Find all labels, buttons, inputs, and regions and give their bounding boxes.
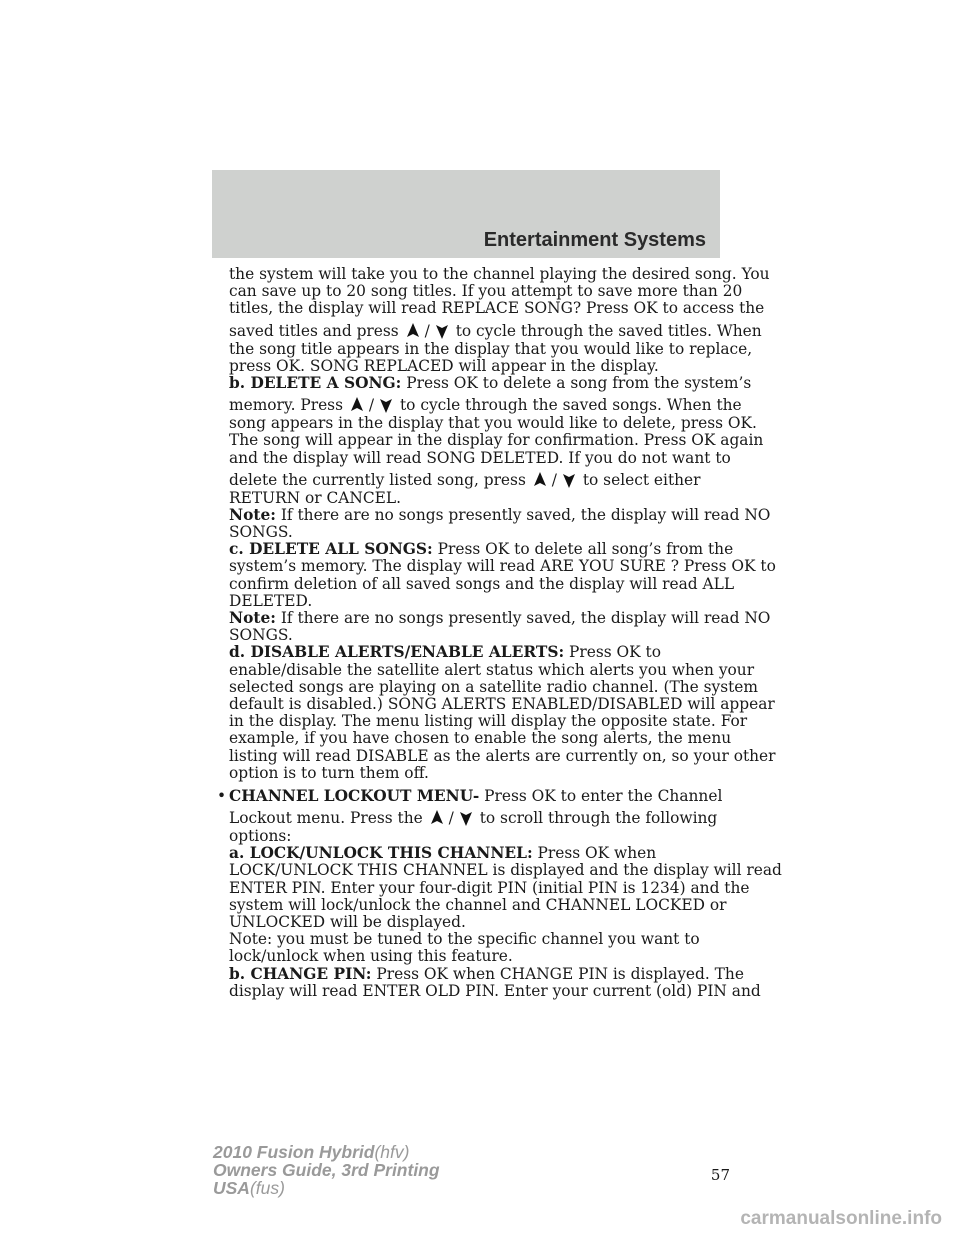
document-footer	[213, 1143, 440, 1197]
page-body	[217, 265, 782, 1000]
text-line	[229, 964, 744, 983]
arrow-down-icon	[562, 472, 576, 488]
slash-separator: /	[424, 321, 430, 340]
text-fragment: Lockout menu. Press the	[229, 809, 423, 828]
text-line	[229, 805, 725, 828]
text-fragment: Press OK to delete a song from the system’s	[401, 373, 752, 392]
note-no-songs	[229, 505, 771, 542]
section-delete-a-song	[229, 373, 764, 507]
text-line	[229, 392, 742, 415]
text-line: in the display. The menu listing will display the opposite state. For	[229, 712, 748, 731]
text-line: UNLOCKED will be displayed.	[229, 913, 466, 931]
section-title: Entertainment Systems	[483, 229, 706, 251]
section-delete-all-songs	[229, 540, 776, 610]
subheading: a. LOCK/UNLOCK THIS CHANNEL:	[229, 844, 533, 863]
text-line: confirm deletion of all saved songs and the display will read ALL	[229, 574, 735, 593]
footer-region-line	[213, 1179, 440, 1197]
footer-model-line	[213, 1143, 440, 1161]
text-line: options:	[229, 827, 292, 846]
arrow-up-icon	[533, 472, 547, 488]
slash-separator: /	[551, 470, 557, 489]
text-line: DELETED.	[229, 591, 313, 610]
text-fragment: Press OK to	[564, 643, 661, 662]
text-line: system’s memory. The display will read ARE YOU SURE ? Press OK to	[229, 557, 776, 576]
text-fragment: to scroll through the following	[479, 809, 718, 828]
text-fragment: If there are no songs presently saved, the display will read NO	[275, 609, 771, 627]
text-line	[229, 467, 725, 490]
subheading: c. DELETE ALL SONGS:	[229, 540, 433, 559]
paragraph-replace-song	[229, 265, 770, 375]
text-line	[229, 845, 725, 862]
text-line: Note: you must be tuned to the specific channel you want to	[229, 930, 700, 949]
arrow-down-icon	[459, 810, 473, 826]
section-lock-unlock-channel	[229, 844, 782, 966]
site-watermark: carmanualsonline.info	[740, 1208, 942, 1229]
section-header-band	[212, 170, 720, 258]
note-no-songs	[229, 609, 771, 645]
text-line: • CHANNEL LOCKOUT MENU- Press OK to enter the Channel	[217, 786, 723, 805]
text-line: titles, the display will read REPLACE SONG? Press OK to access the	[229, 299, 765, 318]
text-line: RETURN or CANCEL.	[229, 488, 402, 507]
arrow-up-icon	[350, 397, 364, 413]
footer-model-code: (hfv)	[374, 1142, 410, 1162]
text-fragment: Press OK to delete all song’s from the	[432, 540, 734, 559]
subheading: d. DISABLE ALERTS/ENABLE ALERTS:	[229, 643, 565, 662]
text-line	[229, 644, 725, 661]
text-line: can save up to 20 song titles. If you attempt to save more than 20	[229, 282, 743, 301]
text-line: the song title appears in the display that you would like to replace,	[229, 339, 753, 358]
text-line: option is to turn them off.	[229, 763, 429, 782]
arrow-down-icon	[435, 323, 449, 339]
subheading: b. CHANGE PIN:	[229, 964, 372, 983]
text-line: The song will appear in the display for confirmation. Press OK again	[229, 431, 764, 450]
arrow-down-icon	[379, 397, 393, 413]
text-line: listing will read DISABLE as the alerts are currently on, so your other	[229, 746, 776, 765]
page-number: 57	[710, 1166, 730, 1184]
text-line: press OK. SONG REPLACED will appear in the display.	[229, 356, 659, 375]
text-line: the system will take you to the channel playing the desired song. You	[229, 265, 770, 283]
text-line	[229, 540, 734, 559]
text-line: song appears in the display that you would like to delete, press OK.	[229, 414, 757, 433]
text-fragment: to cycle through the saved titles. When	[455, 321, 762, 340]
text-line: and the display will read SONG DELETED. If you do not want to	[229, 448, 731, 467]
text-line: default is disabled.) SONG ALERTS ENABLED/DISABLED will appear	[229, 694, 775, 713]
text-line	[229, 609, 771, 627]
footer-region-code: (fus)	[249, 1178, 285, 1198]
text-line	[229, 318, 762, 341]
text-line: system will lock/unlock the channel and CHANNEL LOCKED or	[229, 895, 727, 914]
text-fragment: to select either	[582, 470, 701, 489]
text-fragment: Press OK when CHANGE PIN is displayed. The	[371, 964, 744, 983]
footer-guide-line: Owners Guide, 3rd Printing	[213, 1160, 440, 1180]
text-line	[229, 373, 752, 392]
section-disable-enable-alerts	[229, 643, 776, 782]
section-change-pin	[229, 964, 761, 1000]
slash-separator: /	[368, 396, 375, 415]
arrow-up-icon	[406, 323, 420, 339]
note-label: Note:	[229, 505, 276, 524]
footer-model: 2010 Fusion Hybrid	[213, 1142, 375, 1162]
subheading: b. DELETE A SONG:	[229, 373, 402, 392]
text-line: example, if you have chosen to enable the song alerts, the menu	[229, 729, 732, 748]
text-fragment: If there are no songs presently saved, the display will read NO	[275, 505, 771, 524]
text-line: LOCK/UNLOCK THIS CHANNEL is displayed and the display will read	[229, 861, 782, 880]
text-fragment: to cycle through the saved songs. When the	[399, 396, 742, 415]
arrow-up-icon	[430, 810, 444, 826]
text-line: SONGS.	[229, 523, 293, 542]
bullet-channel-lockout-menu	[217, 786, 725, 846]
note-label: Note:	[229, 609, 276, 627]
text-fragment: Press OK to enter the Channel	[479, 786, 723, 805]
text-line: lock/unlock when using this feature.	[229, 947, 513, 966]
text-fragment: Press OK when	[532, 844, 657, 863]
text-line: ENTER PIN. Enter your four-digit PIN (initial PIN is 1234) and the	[229, 878, 750, 897]
subheading: CHANNEL LOCKOUT MENU-	[229, 786, 480, 805]
slash-separator: /	[448, 809, 454, 828]
text-line: enable/disable the satellite alert status which alerts you when your	[229, 660, 755, 679]
text-fragment: memory. Press	[229, 396, 343, 415]
text-line: selected songs are playing on a satellite radio channel. (The system	[229, 677, 759, 696]
text-line: display will read ENTER OLD PIN. Enter your current (old) PIN and	[229, 981, 761, 1000]
text-line: SONGS.	[229, 626, 293, 645]
footer-region: USA	[213, 1178, 250, 1198]
text-fragment: delete the currently listed song, press	[229, 470, 526, 489]
text-fragment: saved titles and press	[229, 321, 399, 340]
text-line	[229, 505, 771, 524]
